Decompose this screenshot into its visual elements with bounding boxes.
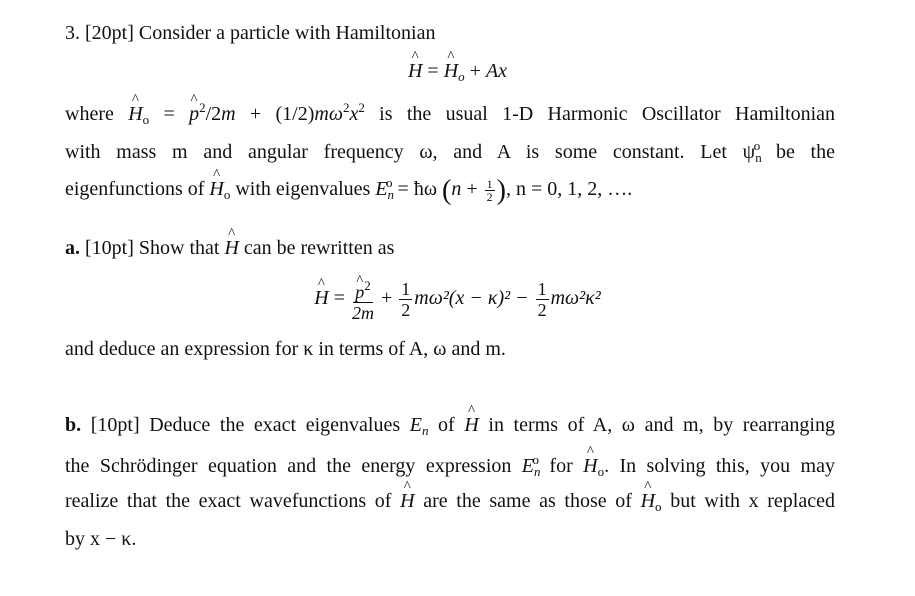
problem-header: 3. [20pt] Consider a particle with Hamiltonian — [65, 22, 436, 44]
part-a-line: a. [10pt] Show that H ^ can be rewritten as — [65, 237, 394, 260]
paragraph-line-1: where H $\^{}_o = p$ ^$^2$/2m + $(1/2)m\omega^2x^2$ is the usual 1-D Harmonic Oscillator Hamiltonian — [65, 100, 835, 128]
paragraph-line-2: with mass m and angular frequency ω, and A is some constant. Let $\psi_n^o$ be the — [65, 138, 835, 165]
part-b-line-3: realize that the exact wavefunctions of H ^ are the same as those of H $\^{}_o$ but with x replaced — [65, 490, 835, 515]
part-b-line-2: the Schrödinger equation and the energy expression $E_n^o$ for H $\^{}_o$. In solving this, you may — [65, 452, 835, 480]
part-b-line-1: b. [10pt] Deduce the exact eigenvalues $E_n$ of H ^ in terms of A, ω and m, by rearranging — [65, 414, 835, 439]
part-a-deduce: and deduce an expression for κ in terms of A, ω and m. — [65, 338, 506, 360]
hamiltonian-equation: H ^ = H $\^{}_o + Ax$ — [0, 60, 915, 85]
paragraph-line-3: eigenfunctions of H $\^{}_o$ with eigenvalues $E_n^o$ = ħω (n + $\frac{1}{2}$ ), n = 0, 1, 2, …. — [65, 175, 632, 207]
rewritten-hamiltonian-equation: H ^ = $\frac{p \^{}^2}{2m}$ + $\frac{1}{2}$ mω²(x − κ)² − $\frac{1}{2}$ mω²κ² — [0, 276, 915, 323]
part-b-line-4: by x − κ. — [65, 528, 137, 550]
